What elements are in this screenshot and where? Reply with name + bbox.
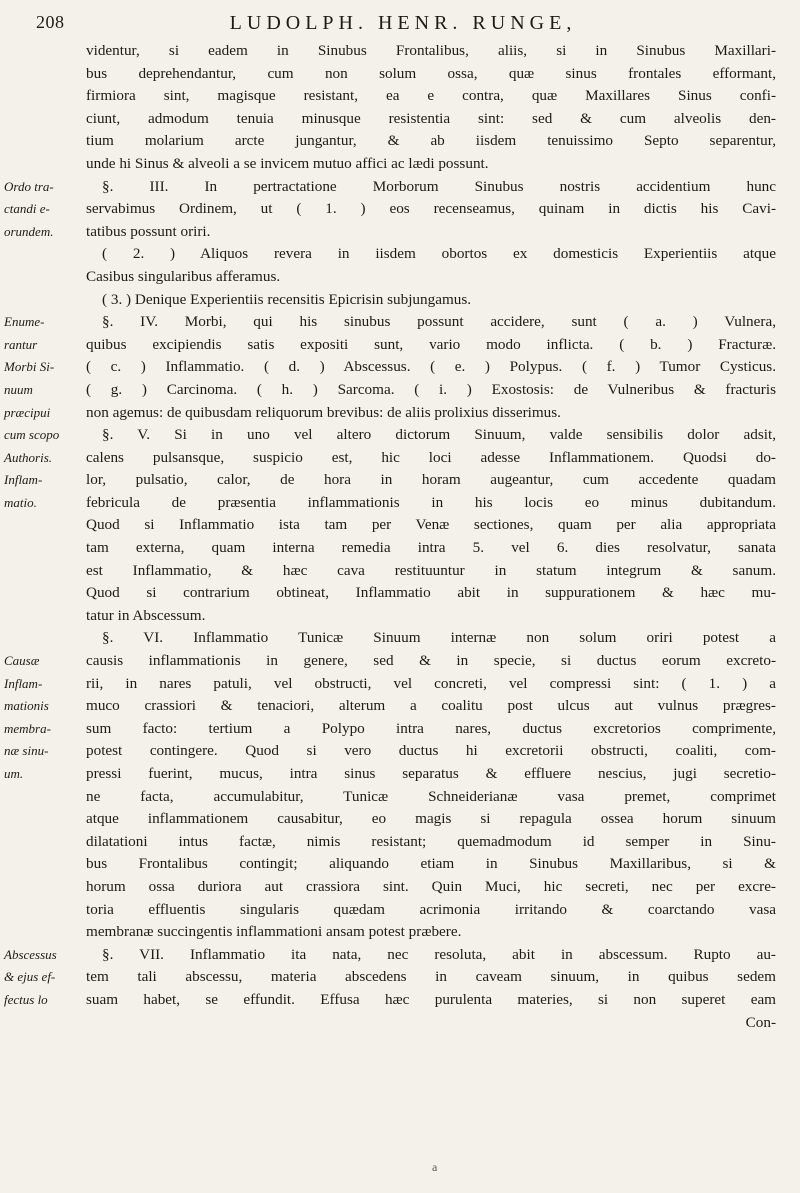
text-line: ( 2. ) Aliquos revera in iisdem obortos ex domesticis Experientiis atque: [102, 245, 776, 263]
margin-note-line: [4, 786, 84, 809]
margin-note-line: Enume-: [4, 314, 45, 330]
text-line: febricula de præsentia inflammationis in his locis eo minus dubitandum.: [86, 493, 776, 511]
margin-note-line: [4, 40, 84, 63]
margin-note-line: Inflam-: [4, 675, 43, 691]
margin-note-line: [4, 876, 84, 899]
running-head: LUDOLPH. HENR. RUNGE,: [229, 12, 577, 34]
margin-note-line: [4, 108, 84, 131]
text-line: membranæ succingentis inflammationi ansam potest præbere.: [86, 923, 462, 941]
margin-note-line: [4, 853, 84, 876]
text-line: sum facto: tertium a Polypo intra nares, ductus excretorios comprimente,: [86, 719, 776, 737]
margin-note-line: Abscessus: [4, 946, 57, 962]
text-line: pressi fuerint, mucus, intra sinus separatus & effluere nescius, jugi secretio-: [86, 765, 776, 782]
text-line: ciunt, admodum tenuia minusque resistentia sint: sed & cum alveolis den-: [86, 109, 776, 127]
text-line: §. V. Si in uno vel altero dictorum Sinuum, valde sensibilis dolor adsit,: [102, 426, 776, 444]
text-line: tatibus possunt oriri.: [86, 222, 211, 240]
margin-note-line: præcipui: [4, 404, 51, 420]
margin-note-line: matio.: [4, 494, 37, 510]
text-line: tam externa, quam interna remedia intra 5. vel 6. dies resolvatur, sanata: [86, 539, 776, 557]
margin-note-line: [4, 130, 84, 153]
margin-note-line: [4, 808, 84, 831]
margin-note-line: nuum: [4, 381, 33, 397]
text-line: §. IV. Morbi, qui his sinubus possunt accidere, sunt ( a. ) Vulnera,: [102, 313, 776, 331]
text-line: non agemus: de quibusdam reliquorum brevibus: de aliis prolixius disserimus.: [86, 403, 561, 421]
text-line: firmiora sint, magisque resistant, ea e contra, quæ Maxillares Sinus confi-: [86, 87, 776, 105]
text-line: tatur in Abscessum.: [86, 606, 206, 624]
text-line: bus Frontalibus contingit; aliquando etiam in Sinubus Maxillaribus, si &: [86, 855, 776, 873]
margin-note-line: [4, 514, 84, 537]
text-line: suam habet, se effundit. Effusa hæc purulenta materies, si non superet eam: [86, 990, 776, 1008]
text-line: est Inflammatio, & hæc cava restituuntur in statum integrum & sanum.: [86, 561, 776, 579]
text-line: ne facta, accumulabitur, Tunicæ Schneiderianæ vasa premet, comprimet: [86, 787, 776, 805]
margin-note-line: orundem.: [4, 223, 54, 239]
margin-note-line: rantur: [4, 336, 38, 352]
margin-note-line: Ordo tra-: [4, 178, 54, 194]
main-text: [86, 40, 776, 1034]
margin-note-line: um.: [4, 766, 24, 781]
text-line: ( c. ) Inflammatio. ( d. ) Abscessus. ( e. ) Polypus. ( f. ) Tumor Cysticus.: [86, 358, 776, 376]
text-line: Quod si contrarium obtineat, Inflammatio abit in suppurationem & hæc mu-: [86, 584, 776, 602]
text-line: calens pulsansque, suspicio est, hic loci adesse Inflammationem. Quodsi do-: [86, 448, 776, 466]
margin-note-line: [4, 289, 84, 312]
margin-note-line: Morbi Si-: [4, 359, 55, 375]
margin-note-line: membra-: [4, 720, 51, 736]
margin-note-line: cum scopo: [4, 427, 60, 443]
margin-note-line: [4, 582, 84, 605]
text-line: quibus excipiendis satis expositi sunt, vario modo inflicta. ( b. ) Fracturæ.: [86, 335, 776, 353]
text-line: rii, in nares patuli, vel obstructi, vel concreti, vel compressi sint: ( 1. ) a: [86, 674, 776, 692]
margin-note-line: [4, 537, 84, 560]
margin-note-line: [4, 921, 84, 944]
margin-note-line: [4, 831, 84, 854]
margin-note-line: Authoris.: [4, 449, 53, 465]
text-line: lor, pulsatio, calor, de hora in horam augeantur, cum accedente quadam: [86, 471, 776, 489]
page-number: 208: [36, 12, 65, 32]
text-line: Quod si Inflammatio ista tam per Venæ sectiones, quam per alia appropriata: [86, 516, 776, 534]
text-line: unde hi Sinus & alveoli a se invicem mutuo affici ac lædi possunt.: [86, 154, 489, 172]
margin-note-line: Causæ: [4, 653, 40, 669]
margin-note-line: Inflam-: [4, 472, 43, 488]
margin-note-line: [4, 899, 84, 922]
margin-note-line: [4, 627, 84, 650]
margin-notes: [4, 40, 84, 1012]
text-line: tium molarium arcte jungantur, & ab iisdem tenuissimo Septo separentur,: [86, 132, 776, 150]
margin-note-line: & ejus ef-: [4, 969, 56, 985]
text-line: §. III. In pertractatione Morborum Sinubus nostris accidentium hunc: [102, 177, 776, 195]
margin-note-line: [4, 560, 84, 583]
margin-note-line: fectus lo: [4, 991, 48, 1007]
margin-note-line: [4, 85, 84, 108]
text-line: potest contingere. Quod si vero ductus hi excretorii obstructi, coaliti, com-: [86, 742, 776, 760]
page-header: [36, 12, 770, 40]
text-line: §. VII. Inflammatio ita nata, nec resoluta, abit in abscessum. Rupto au-: [102, 945, 776, 963]
text-line: horum ossa duriora aut crassiora sint. Quin Muci, hic secreti, nec per excre-: [86, 877, 776, 895]
text-line: ( 3. ) Denique Experientiis recensitis Epicrisin subjungamus.: [102, 290, 472, 308]
text-line: §. VI. Inflammatio Tunicæ Sinuum internæ non solum oriri potest a: [102, 629, 776, 647]
text-line: dilatationi intus factæ, nimis resistant; quemadmodum id semper in Sinu-: [86, 832, 776, 850]
text-line: causis inflammationis in genere, sed & in specie, si ductus eorum excreto-: [86, 652, 776, 670]
margin-note-line: [4, 63, 84, 86]
text-line: Casibus singularibus afferamus.: [86, 267, 281, 285]
margin-note-line: ctandi e-: [4, 201, 50, 217]
margin-note-line: [4, 153, 84, 176]
text-line: muco crassiori & tenaciori, alterum a coalitu post ulcus aut vulnus prægres-: [86, 697, 776, 715]
margin-note-line: mationis: [4, 698, 49, 714]
margin-note-line: [4, 243, 84, 266]
margin-note-line: [4, 266, 84, 289]
text-line: ( g. ) Carcinoma. ( h. ) Sarcoma. ( i. ) Exostosis: de Vulneribus & fracturis: [86, 380, 776, 398]
text-line: videntur, si eadem in Sinubus Frontalibus, aliis, si in Sinubus Maxillari-: [86, 42, 776, 59]
text-line: servabimus Ordinem, ut ( 1. ) eos recenseamus, quinam in dictis his Cavi-: [86, 200, 776, 218]
margin-note-line: [4, 605, 84, 628]
signature-mark: a: [432, 1160, 438, 1174]
text-line: atque inflammationem causabitur, eo magis si repagula ossea horum sinuum: [86, 810, 776, 828]
margin-note-line: næ sinu-: [4, 743, 49, 759]
text-line: toria effluentis singularis quædam acrimonia irritando & coarctando vasa: [86, 900, 776, 918]
text-line: bus deprehendantur, cum non solum ossa, quæ sinus frontales efformant,: [86, 64, 776, 82]
text-line: Con-: [745, 1013, 776, 1031]
text-line: tem tali abscessu, materia abscedens in caveam sinuum, in quibus sedem: [86, 968, 776, 986]
